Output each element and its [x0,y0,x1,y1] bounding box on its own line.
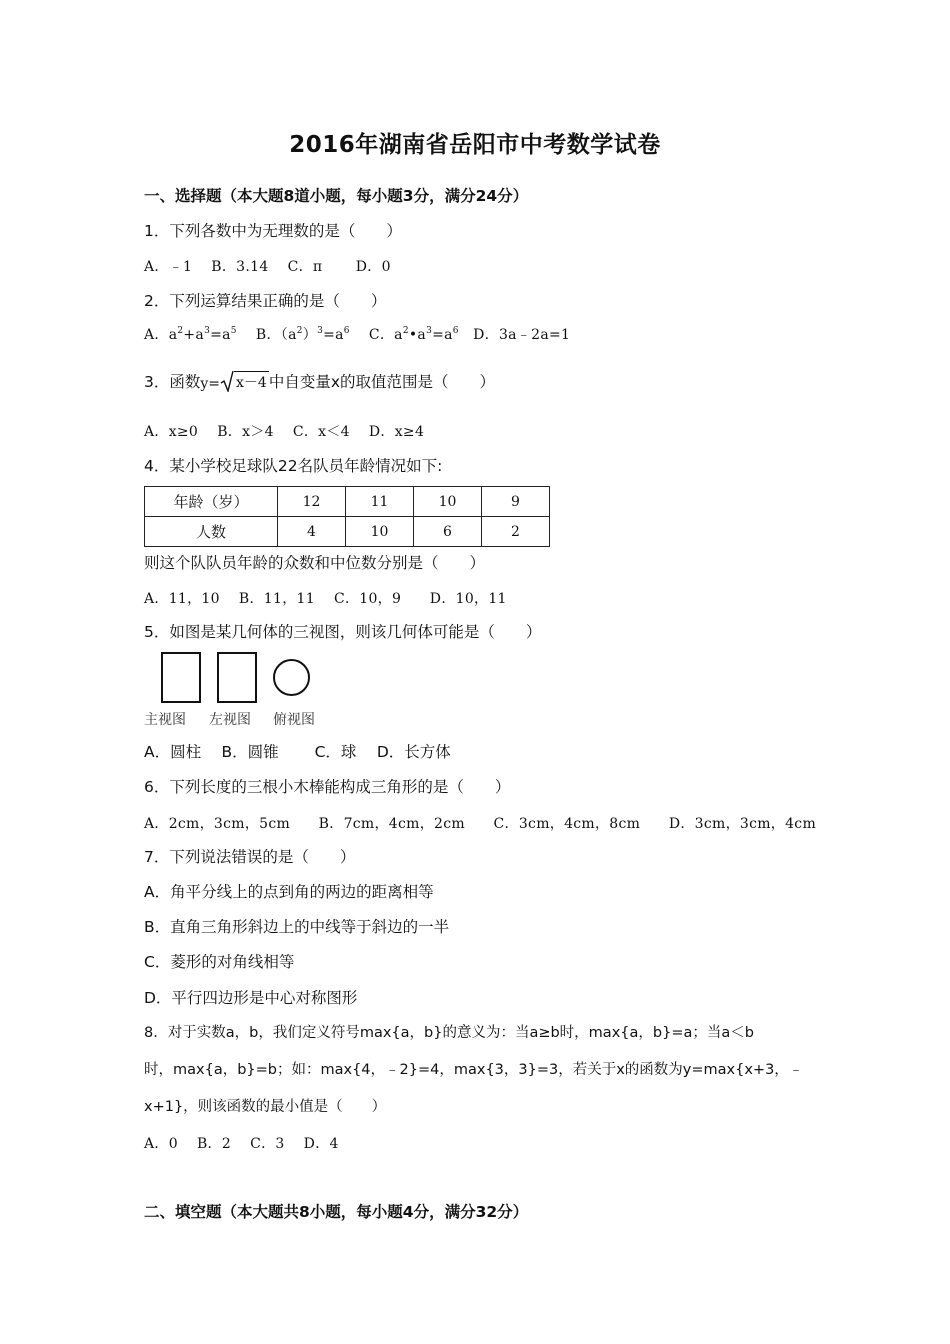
question-7-option-a: A．角平分线上的点到角的两边的距离相等 [144,883,434,901]
exponent: 2 [296,326,303,336]
exponent: 3 [426,326,433,336]
table-header-count: 人数 [145,517,278,547]
page-title: 2016年湖南省岳阳市中考数学试卷 [289,132,661,158]
q2-option-b-part: ） [302,327,318,343]
table-cell: 11 [346,487,414,517]
table-cell: 6 [414,517,482,547]
age-table [144,486,550,547]
question-1-options: A．﹣1 B．3.14 C．π D．0 [144,259,391,275]
question-5-stem: 5．如图是某几何体的三视图，则该几何体可能是（ ） [144,623,542,641]
exponent: 3 [317,326,324,336]
front-view-rectangle [161,652,201,703]
q2-option-a-part: =a [210,327,231,343]
q2-option-b-part: =a [323,327,344,343]
question-2-options [144,324,570,344]
question-4-stem: 4．某小学校足球队22名队员年龄情况如下: [144,457,443,475]
q3-stem-suffix: 中自变量x的取值范围是（ ） [268,373,496,391]
question-4-followup: 则这个队队员年龄的众数和中位数分别是（ ） [144,554,486,572]
exponent: 2 [177,326,184,336]
function-lhs: y= [200,376,221,392]
question-6-options: A．2cm，3cm，5cm B．7cm，4cm，2cm C．3cm，4cm，8cm D．3cm，3cm，4cm [144,816,817,832]
question-4-options: A．11，10 B．11，11 C．10，9 D．10，11 [144,591,507,607]
top-view-circle [273,659,310,696]
radicand: x－4 [234,371,269,392]
question-5-options: A．圆柱 B．圆锥 C．球 D．长方体 [144,743,451,761]
q2-option-d: D．3a﹣2a=1 [458,327,571,343]
question-7-stem: 7．下列说法错误的是（ ） [144,848,356,866]
table-cell: 2 [482,517,550,547]
sqrt-expression [200,370,268,392]
exponent: 6 [452,326,459,336]
question-7-option-c: C．菱形的对角线相等 [144,953,295,971]
q3-stem-prefix: 3．函数 [144,373,201,391]
question-7-option-b: B．直角三角形斜边上的中线等于斜边的一半 [144,918,450,936]
question-3-stem [144,370,495,392]
question-6-stem: 6．下列长度的三根小木棒能构成三角形的是（ ） [144,778,511,796]
exponent: 5 [230,326,237,336]
section-heading-choice: 一、选择题（本大题8道小题，每小题3分，满分24分） [144,187,529,205]
table-cell: 10 [346,517,414,547]
question-8-line-2: 时，max{a，b}=b；如：max{4，﹣2}=4，max{3，3}=3，若关于x的函数为y=max{x+3，﹣ [144,1062,804,1078]
q2-option-a-part: A．a [144,327,178,343]
table-cell: 9 [482,487,550,517]
radical-sign-icon [220,370,234,392]
question-1-stem: 1．下列各数中为无理数的是（ ） [144,222,402,240]
q2-option-a-part: +a [183,327,205,343]
question-8-options: A．0 B．2 C．3 D．4 [144,1136,339,1152]
q2-option-c-part: •a [408,327,427,343]
table-row [145,517,550,547]
table-row [145,487,550,517]
table-cell: 4 [278,517,346,547]
q2-option-b-part: B．（a [236,327,297,343]
question-3-options: A．x≥0 B．x＞4 C．x＜4 D．x≥4 [144,424,425,440]
table-cell: 10 [414,487,482,517]
exponent: 2 [402,326,409,336]
question-8-line-3: x+1}，则该函数的最小值是（ ） [144,1099,387,1115]
exponent: 6 [343,326,350,336]
side-view-label: 左视图 [209,712,251,728]
question-2-stem: 2．下列运算结果正确的是（ ） [144,292,387,310]
exponent: 3 [204,326,211,336]
side-view-rectangle [217,652,257,703]
section-heading-fill-in: 二、填空题（本大题共8小题，每小题4分，满分32分） [144,1203,529,1221]
front-view-label: 主视图 [144,712,186,728]
table-cell: 12 [278,487,346,517]
top-view-label: 俯视图 [273,712,315,728]
q2-option-c-part: =a [432,327,453,343]
question-7-option-d: D．平行四边形是中心对称图形 [144,989,358,1007]
q2-option-c-part: C．a [349,327,403,343]
question-8-line-1: 8．对于实数a，b，我们定义符号max{a，b}的意义为：当a≥b时，max{a，b}=a；当a＜b [144,1025,754,1041]
table-header-age: 年龄（岁） [145,487,278,517]
three-views-figure [144,650,334,730]
